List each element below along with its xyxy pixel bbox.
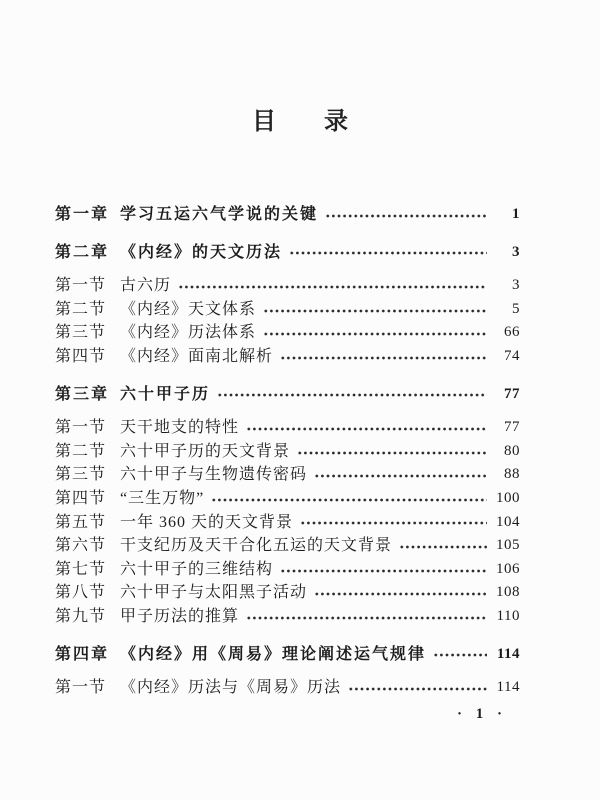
toc-entry-page: 66	[504, 324, 520, 341]
toc-entry-label: 第一节	[55, 419, 107, 437]
dot-leader	[178, 282, 487, 292]
toc-entry-page: 110	[496, 607, 520, 624]
toc-entry-label: 第三章	[55, 385, 110, 403]
toc-entry-page: 106	[496, 560, 520, 577]
dot-leader	[217, 390, 487, 400]
toc-entry-title: 《内经》的天文历法	[120, 243, 283, 261]
toc-entry	[55, 383, 520, 407]
toc-entry-page: 3	[512, 277, 520, 294]
dot-leader	[325, 211, 487, 221]
toc-entry	[55, 345, 520, 369]
dot-leader	[297, 448, 487, 458]
toc-entry-title: 《内经》用《周易》理论阐述运气规律	[120, 645, 427, 663]
toc-entry-page: 5	[512, 300, 520, 317]
dot-leader	[300, 518, 487, 528]
toc-entry-label: 第三节	[55, 466, 107, 484]
toc-entry-label: 第八节	[55, 584, 107, 602]
toc-entry-page: 3	[512, 243, 520, 260]
toc-entry-title: 《内经》面南北解析	[120, 347, 274, 365]
toc-entry	[55, 511, 520, 535]
toc-entry	[55, 487, 520, 511]
toc-entry-title: 《内经》历法体系	[120, 324, 257, 342]
toc-entry-page: 104	[496, 513, 520, 530]
toc-entry	[55, 298, 520, 322]
toc-entry-title: 六十甲子与太阳黑子活动	[120, 584, 308, 602]
toc-entry	[55, 440, 520, 464]
dot-leader	[314, 589, 487, 599]
dot-leader	[399, 542, 487, 552]
dot-leader	[263, 329, 487, 339]
toc-entry-title: 六十甲子的三维结构	[120, 560, 274, 578]
toc-entry-page: 80	[504, 442, 520, 459]
toc-entry-title: 学习五运六气学说的关键	[120, 206, 319, 223]
toc-entry-label: 第七节	[55, 560, 107, 578]
dot-leader	[263, 306, 487, 316]
toc-entry	[55, 463, 520, 487]
dot-leader	[280, 566, 487, 576]
toc-entry	[55, 203, 520, 227]
toc-entry	[55, 274, 520, 298]
page-number: · 1 ·	[456, 706, 507, 722]
toc-entry	[55, 676, 520, 700]
toc-entry-title: 干支纪历及天干合化五运的天文背景	[120, 537, 393, 555]
toc-entry-title: 六十甲子历的天文背景	[120, 442, 291, 460]
toc-entry-page: 74	[504, 347, 520, 364]
toc-entry	[55, 643, 520, 667]
toc-entry-label: 第一章	[55, 206, 110, 223]
toc-entry-label: 第四章	[55, 645, 110, 663]
toc-entry-title: 六十甲子与生物遗传密码	[120, 466, 308, 484]
toc-entry-label: 第二节	[55, 300, 107, 318]
toc-entry-label: 第二章	[55, 243, 110, 261]
page-title: 目 录	[252, 109, 348, 135]
dot-leader	[314, 471, 487, 481]
toc-entry	[55, 241, 520, 265]
toc-entry-label: 第三节	[55, 324, 107, 342]
toc-entry-title: “三生万物”	[120, 489, 205, 507]
toc-entry-page: 77	[504, 385, 520, 402]
toc-entry-label: 第四节	[55, 489, 107, 507]
toc-entry-label: 第一节	[55, 277, 107, 295]
toc-entry-title: 《内经》历法与《周易》历法	[120, 679, 342, 697]
toc-entry-page: 1	[512, 206, 520, 222]
dot-leader	[289, 248, 487, 258]
toc-entry-page: 100	[496, 489, 520, 506]
toc-entry-title: 古六历	[120, 277, 172, 295]
toc-entry-title: 《内经》天文体系	[120, 300, 257, 318]
toc-entry-title: 甲子历法的推算	[120, 607, 240, 625]
toc-entry-label: 第四节	[55, 347, 107, 365]
toc-list	[55, 203, 520, 700]
toc-entry-label: 第一节	[55, 679, 107, 697]
toc-entry-label: 第二节	[55, 442, 107, 460]
toc-entry	[55, 321, 520, 345]
toc-entry-label: 第五节	[55, 513, 107, 531]
toc-entry-title: 一年 360 天的天文背景	[120, 513, 294, 531]
dot-leader	[246, 424, 487, 434]
dot-leader	[348, 684, 487, 694]
toc-entry	[55, 558, 520, 582]
toc-entry-title: 天干地支的特性	[120, 419, 240, 437]
dot-leader	[211, 495, 487, 505]
dot-leader	[433, 650, 487, 660]
toc-entry	[55, 534, 520, 558]
toc-entry-page: 114	[496, 645, 520, 662]
toc-entry-page: 77	[504, 419, 520, 436]
dot-leader	[280, 353, 487, 363]
toc-entry	[55, 605, 520, 629]
toc-entry	[55, 581, 520, 605]
toc-entry-label: 第六节	[55, 537, 107, 555]
toc-entry-page: 88	[504, 466, 520, 483]
toc-entry-page: 108	[496, 584, 520, 601]
toc-entry	[55, 416, 520, 440]
dot-leader	[246, 613, 487, 623]
toc-entry-label: 第九节	[55, 607, 107, 625]
toc-entry-title: 六十甲子历	[120, 385, 211, 403]
toc-entry-page: 105	[496, 537, 520, 554]
toc-entry-page: 114	[496, 679, 520, 696]
